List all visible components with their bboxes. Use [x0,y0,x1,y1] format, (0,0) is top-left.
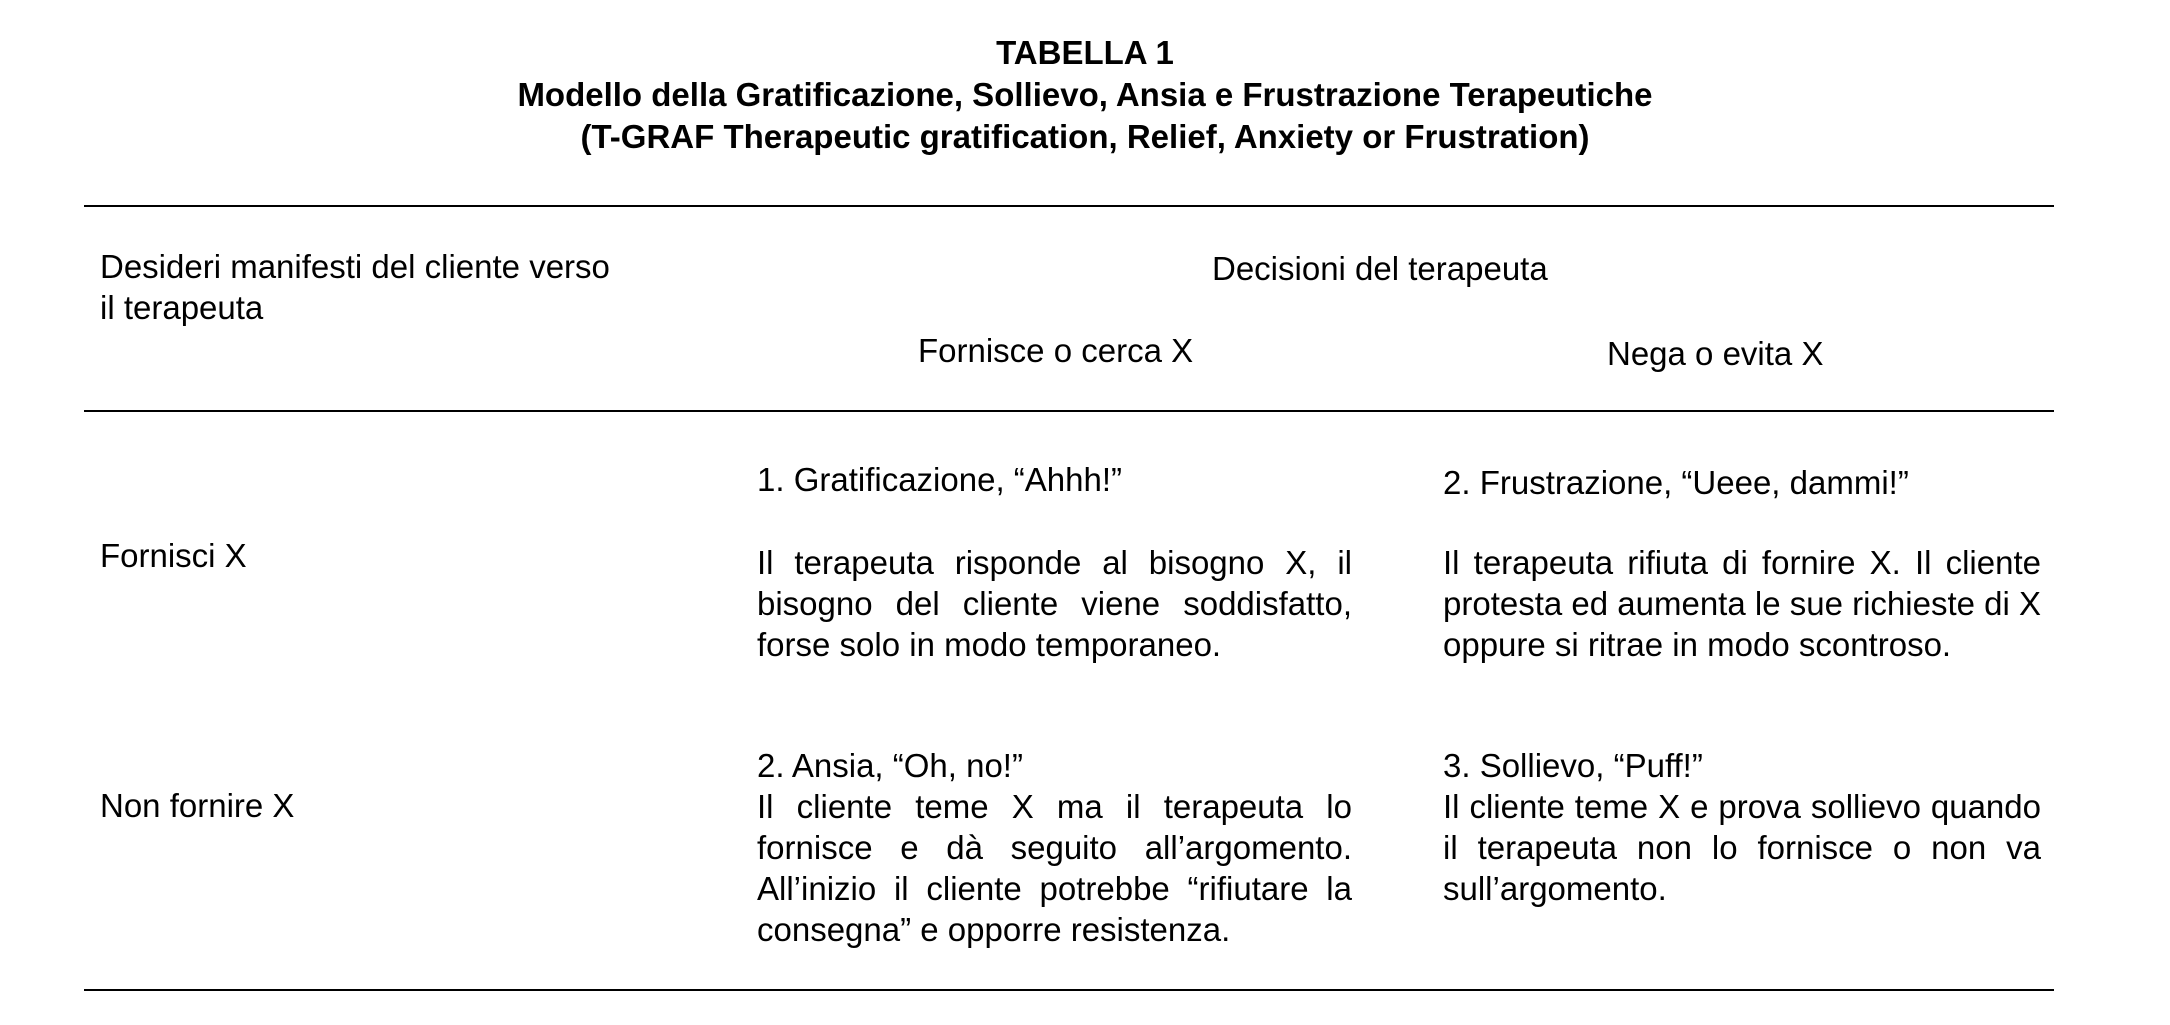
table-number: TABELLA 1 [996,34,1174,71]
column-header-deny: Nega o evita X [1607,335,1824,372]
row-header: Desideri manifesti del cliente verso il terapeuta [100,248,610,326]
table-title-english: (T-GRAF Therapeutic gratification, Relief, Anxiety or Frustration) [580,118,1590,155]
cell-anxiety-body: Il cliente teme X ma il terapeuta lo fornisce e dà seguito all’argomento. All’inizio il cliente potrebbe “rifiutare la consegna” e opporre resistenza. [757,788,1352,948]
column-header-provide: Fornisce o cerca X [918,332,1194,369]
cell-relief-title: 3. Sollievo, “Puff!” [1443,747,1703,784]
cell-relief-body: Il cliente teme X e prova sollievo quando il terapeuta non lo fornisce o non va sull’argomento. [1443,788,2041,907]
cell-frustration-title: 2. Frustrazione, “Ueee, dammi!” [1443,464,1909,501]
top-rule [84,205,2054,207]
table-title [0,32,2170,158]
cell-anxiety-title: 2. Ansia, “Oh, no!” [757,747,1023,784]
table-title-italian: Modello della Gratificazione, Sollievo, Ansia e Frustrazione Terapeutiche [517,76,1653,113]
bottom-rule [84,989,2054,991]
column-group-header: Decisioni del terapeuta [1212,250,1548,287]
cell-gratification-title: 1. Gratificazione, “Ahhh!” [757,461,1122,498]
cell-gratification-body: Il terapeuta risponde al bisogno X, il bisogno del cliente viene soddisfatto, forse solo in modo temporaneo. [757,544,1352,663]
row-label-provide: Fornisci X [100,537,247,574]
cell-frustration-body: Il terapeuta rifiuta di fornire X. Il cliente protesta ed aumenta le sue richieste di X oppure si ritrae in modo scontroso. [1443,544,2042,663]
header-rule [84,410,2054,412]
row-label-withhold: Non fornire X [100,787,295,824]
